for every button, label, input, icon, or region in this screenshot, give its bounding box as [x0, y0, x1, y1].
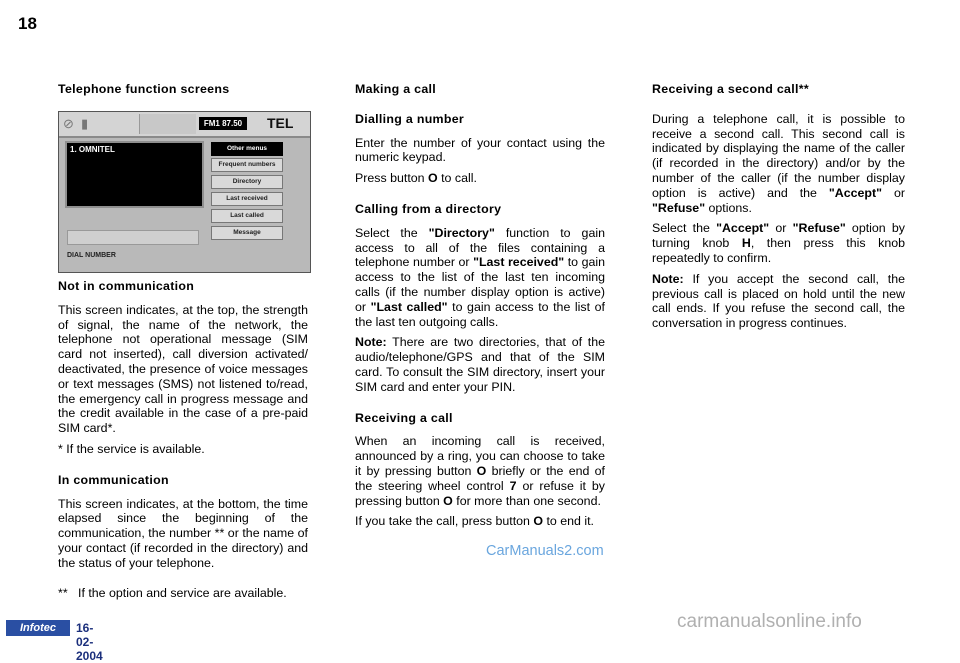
column-right	[652, 82, 905, 337]
section-heading-telephone-screens: Telephone function screens	[58, 82, 230, 96]
text-not-in-communication: This screen indicates, at the top, the strength of signal, the name of the network, the telephone not operational message (SIM card not inserted), call diversion activated/ deactivated, the presence of voice messages or text messages (SMS) not listened to/read, the emergency call in progress message and the credit available in the case of a pre-paid SIM card*.	[58, 302, 308, 436]
text-dialling: Enter the number of your contact using the numeric keypad.	[355, 135, 605, 165]
footnote-mark: **	[58, 585, 68, 600]
page-number: 18	[18, 14, 37, 33]
signal-icon: ⊘	[63, 116, 74, 131]
screen-input-bar	[67, 230, 199, 245]
footnote	[58, 586, 308, 601]
heading-not-in-communication: Not in communication	[58, 279, 195, 293]
heading-in-communication: In communication	[58, 472, 169, 487]
heading-dialling-a-number: Dialling a number	[355, 111, 465, 126]
menu-directory: Directory	[211, 175, 283, 189]
service-note: * If the service is available.	[58, 441, 205, 456]
telephone-screen-illustration	[58, 111, 311, 273]
text-in-communication: This screen indicates, at the bottom, the time elapsed since the beginning of the communication, the number ** or the name of your contact (if recorded in the directory) and the status of your telephone.	[58, 496, 308, 570]
column-middle	[355, 82, 605, 535]
heading-receiving-a-call: Receiving a call	[355, 410, 453, 425]
text-directory: Select the "Directory" function to gain access to all of the files containing a telephone number or "Last received" to gain access to the list of the last ten incoming calls (if the number display option is active) or "Last called" to gain access to the list of the last ten outgoing calls.	[355, 225, 605, 329]
tel-label: TEL	[267, 115, 294, 131]
text-select-accept-refuse: Select the "Accept" or "Refuse" option by turning knob H, then press this knob repeatedly to confirm.	[652, 221, 906, 265]
dial-number-label: DIAL NUMBER	[67, 252, 116, 259]
watermark-carmanualsonline: carmanualsonline.info	[677, 611, 862, 632]
heading-calling-from-directory: Calling from a directory	[355, 201, 502, 216]
network-list	[65, 141, 204, 208]
heading-making-a-call: Making a call	[355, 82, 437, 96]
network-name: 1. OMNITEL	[70, 145, 115, 154]
column-left-body	[58, 279, 308, 600]
footer-date: 16-02-2004	[76, 621, 103, 663]
text-end-call: If you take the call, press button O to end it.	[355, 514, 595, 529]
menu-message: Message	[211, 226, 283, 240]
screen-status-segment	[139, 114, 196, 134]
menu-last-received: Last received	[211, 192, 283, 206]
menu-other-menus: Other menus	[211, 142, 283, 156]
text-second-call: During a telephone call, it is possible to receive a second call. This second call is indicated by displaying the name of the caller (if recorded in the directory) and/or by the number of the caller (if the number display option is active) and the "Accept" or "Refuse" options.	[652, 111, 905, 215]
footnote-text: If the option and service are available.	[78, 585, 287, 600]
note-second-call: Note: If you accept the second call, the previous call is placed on hold until the new call ends. If you refuse the second call, the conversation in progress continues.	[652, 271, 905, 331]
menu-frequent-numbers: Frequent numbers	[211, 158, 283, 172]
text-receiving: When an incoming call is received, announced by a ring, you can choose to take it by pressing button O briefly or the end of the steering wheel control 7 or refuse it by pressing button O for more than one second.	[355, 434, 605, 508]
column-left	[58, 82, 308, 106]
text-press-to-call: Press button O to call.	[355, 171, 477, 186]
note-directories: Note: There are two directories, that of the audio/telephone/GPS and that of the SIM card. To consult the SIM directory, insert your SIM card and enter your PIN.	[355, 335, 605, 394]
phone-icon: ▮	[81, 116, 89, 131]
menu-last-called: Last called	[211, 209, 283, 223]
infotec-logo: Infotec	[6, 620, 70, 636]
heading-second-call: Receiving a second call**	[652, 82, 809, 96]
screen-status-bar	[59, 112, 310, 138]
watermark-carmanuals2: CarManuals2.com	[486, 543, 604, 559]
fm-frequency-label: FM1 87.50	[199, 117, 247, 130]
